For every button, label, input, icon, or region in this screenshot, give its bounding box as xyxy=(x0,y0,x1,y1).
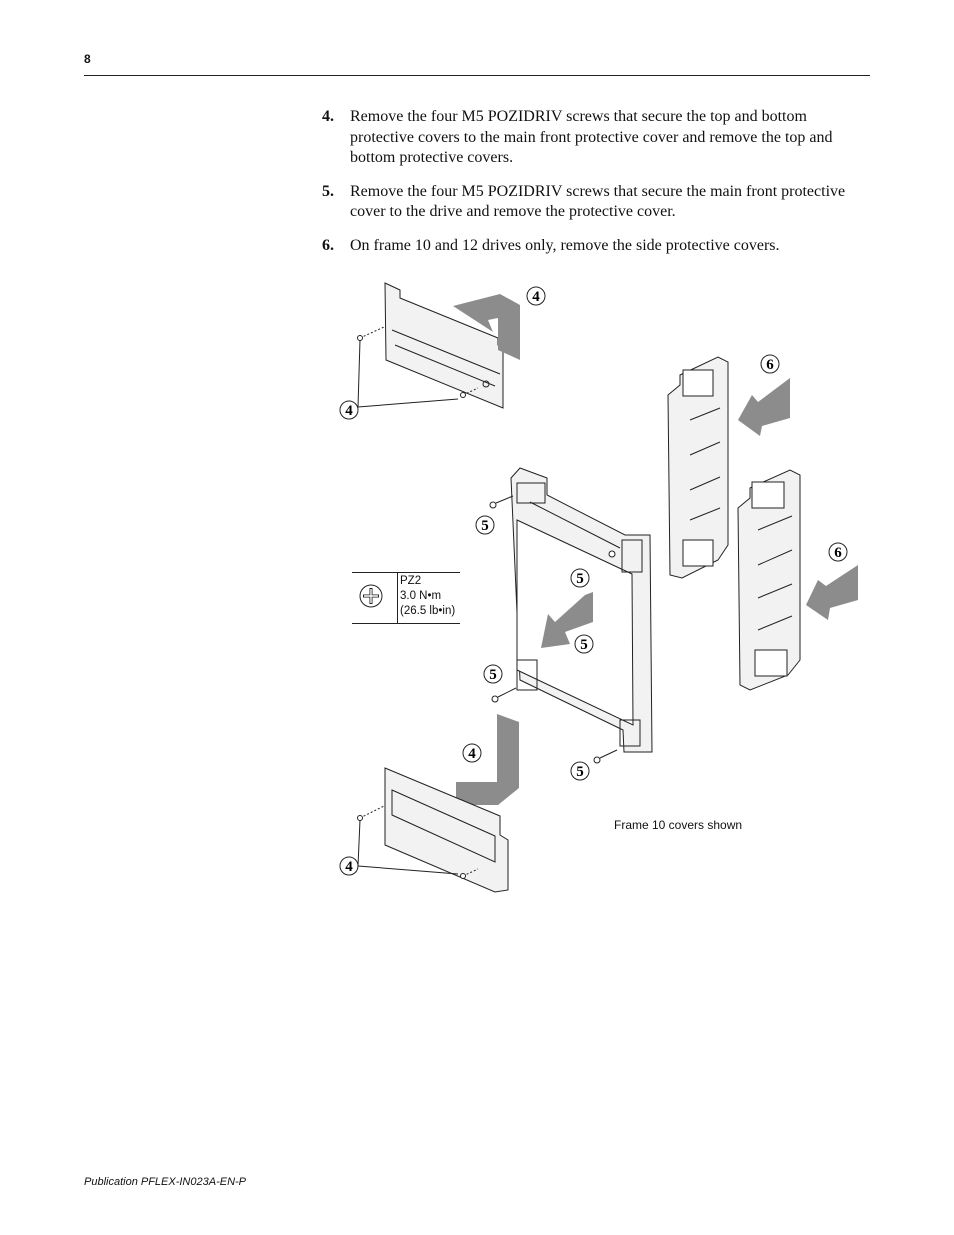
svg-text:5: 5 xyxy=(489,667,497,683)
arrow-side-lower xyxy=(806,565,858,620)
step-number: 4. xyxy=(322,108,334,125)
svg-text:5: 5 xyxy=(580,637,588,653)
torque-values xyxy=(400,574,455,619)
page-number: 8 xyxy=(84,52,91,66)
svg-text:4: 4 xyxy=(468,746,476,762)
callout-4-top-screws xyxy=(340,401,358,419)
torque-metric: 3.0 N•m xyxy=(400,590,442,602)
step-6 xyxy=(322,236,870,257)
callout-4-bottom-screws xyxy=(340,857,358,875)
pozidriv-screw-icon xyxy=(358,583,384,609)
publication-footer: Publication PFLEX-IN023A-EN-P xyxy=(84,1176,247,1188)
step-text: Remove the four M5 POZIDRIV screws that secure the main front protective cover to the drive and remove the protective cover. xyxy=(350,182,846,220)
svg-text:5: 5 xyxy=(481,518,489,534)
side-protective-cover-upper xyxy=(668,357,728,578)
step-number: 6. xyxy=(322,236,334,254)
callout-4-bottom-arrow xyxy=(463,744,481,762)
callout-6-lower xyxy=(829,543,847,561)
torque-divider xyxy=(397,573,398,623)
figure-caption: Frame 10 covers shown xyxy=(614,818,743,832)
torque-spec-box xyxy=(352,572,460,624)
svg-text:4: 4 xyxy=(532,289,540,305)
step-number: 5. xyxy=(322,182,334,200)
svg-text:5: 5 xyxy=(576,571,584,587)
step-4 xyxy=(322,107,870,169)
svg-text:6: 6 xyxy=(766,357,774,373)
callout-6-upper xyxy=(761,355,779,373)
callout-4-top-arrow xyxy=(527,287,545,305)
svg-text:4: 4 xyxy=(345,403,353,419)
header-rule xyxy=(84,75,870,76)
step-text: Remove the four M5 POZIDRIV screws that secure the top and bottom protective covers to the main front protective cover and remove the top and bottom protective covers. xyxy=(350,108,833,166)
svg-text:6: 6 xyxy=(834,545,842,561)
bit-size: PZ2 xyxy=(400,575,422,587)
torque-imperial: (26.5 lb•in) xyxy=(400,605,456,617)
svg-text:4: 4 xyxy=(345,859,353,875)
callout-5-lower-left xyxy=(484,665,502,683)
callout-5-arrow xyxy=(575,635,593,653)
callout-5-lower-right xyxy=(571,762,589,780)
arrow-side-upper xyxy=(738,378,790,436)
instruction-steps xyxy=(322,107,870,269)
step-5 xyxy=(322,182,870,223)
callout-5-upper-right xyxy=(571,569,589,587)
step-text: On frame 10 and 12 drives only, remove the side protective covers. xyxy=(350,236,780,254)
svg-text:5: 5 xyxy=(576,764,584,780)
callout-5-upper-left xyxy=(476,516,494,534)
side-protective-cover-lower xyxy=(738,470,800,690)
